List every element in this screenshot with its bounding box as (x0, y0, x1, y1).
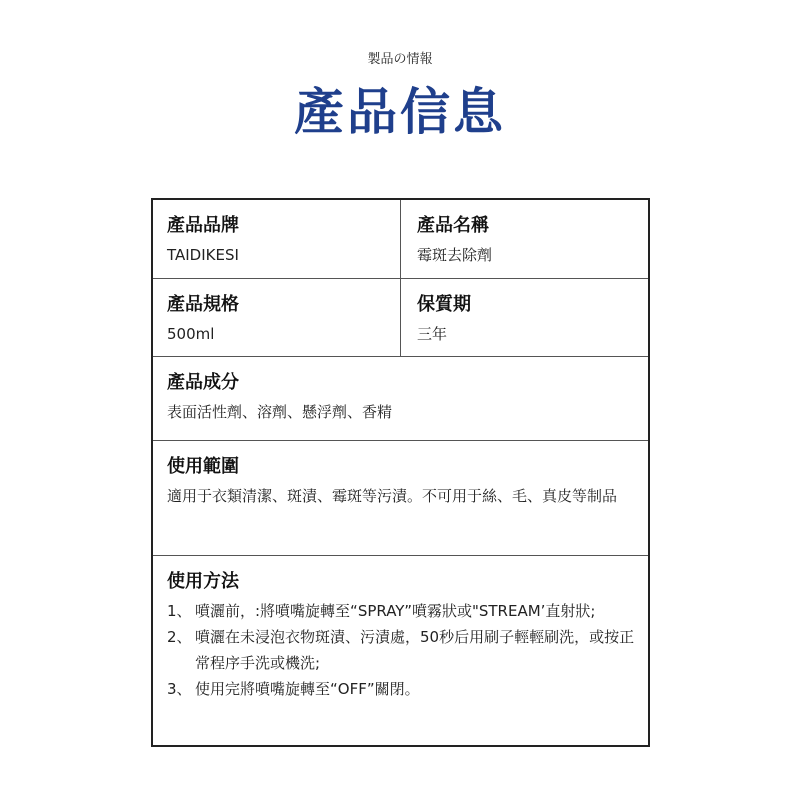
cell-product-name (401, 200, 648, 278)
product-name-value: 霉斑去除劑 (417, 246, 493, 264)
ingredients-label: 產品成分 (167, 372, 239, 393)
row-ingredients (153, 357, 648, 441)
page-subtitle: 製品の情報 (367, 52, 433, 67)
method-step (167, 598, 635, 624)
step-number: 2、 (167, 628, 192, 646)
cell-method (153, 556, 648, 741)
brand-label: 產品品牌 (167, 215, 239, 236)
step-number: 3、 (167, 680, 192, 698)
product-name-label: 產品名稱 (417, 215, 489, 236)
product-info-table (151, 198, 650, 747)
scope-value: 適用于衣類清潔、斑漬、霉斑等污漬。不可用于絲、毛、真皮等制品 (167, 487, 618, 505)
ingredients-value: 表面活性劑、溶劑、懸浮劑、香精 (167, 403, 393, 421)
cell-ingredients (153, 357, 648, 440)
step-text: 使用完將噴嘴旋轉至“OFF”關閉。 (195, 680, 420, 698)
step-text: 噴灑在未浸泡衣物斑漬、污漬處，50秒后用刷子輕輕刷洗，或按正常程序手洗或機洗; (195, 628, 635, 672)
cell-scope (153, 441, 648, 555)
scope-label: 使用範圍 (167, 456, 239, 477)
shelf-life-label: 保質期 (417, 294, 471, 315)
spec-value: 500ml (167, 325, 215, 343)
step-number: 1、 (167, 602, 192, 620)
row-method (153, 556, 648, 741)
step-text: 噴灑前，:將噴嘴旋轉至“SPRAY”噴霧狀或"STREAM’直射狀; (195, 602, 596, 620)
cell-brand (153, 200, 401, 278)
row-spec-shelf-life (153, 279, 648, 357)
brand-value: TAIDIKESI (167, 246, 239, 264)
method-step (167, 624, 635, 676)
shelf-life-value: 三年 (417, 325, 448, 343)
cell-shelf-life (401, 279, 648, 356)
page-title: 產品信息 (294, 83, 506, 141)
spec-label: 產品規格 (167, 294, 239, 315)
method-step (167, 676, 635, 702)
row-brand-name (153, 200, 648, 279)
row-scope (153, 441, 648, 556)
method-label: 使用方法 (167, 571, 239, 592)
cell-spec (153, 279, 401, 356)
method-steps (167, 598, 648, 702)
